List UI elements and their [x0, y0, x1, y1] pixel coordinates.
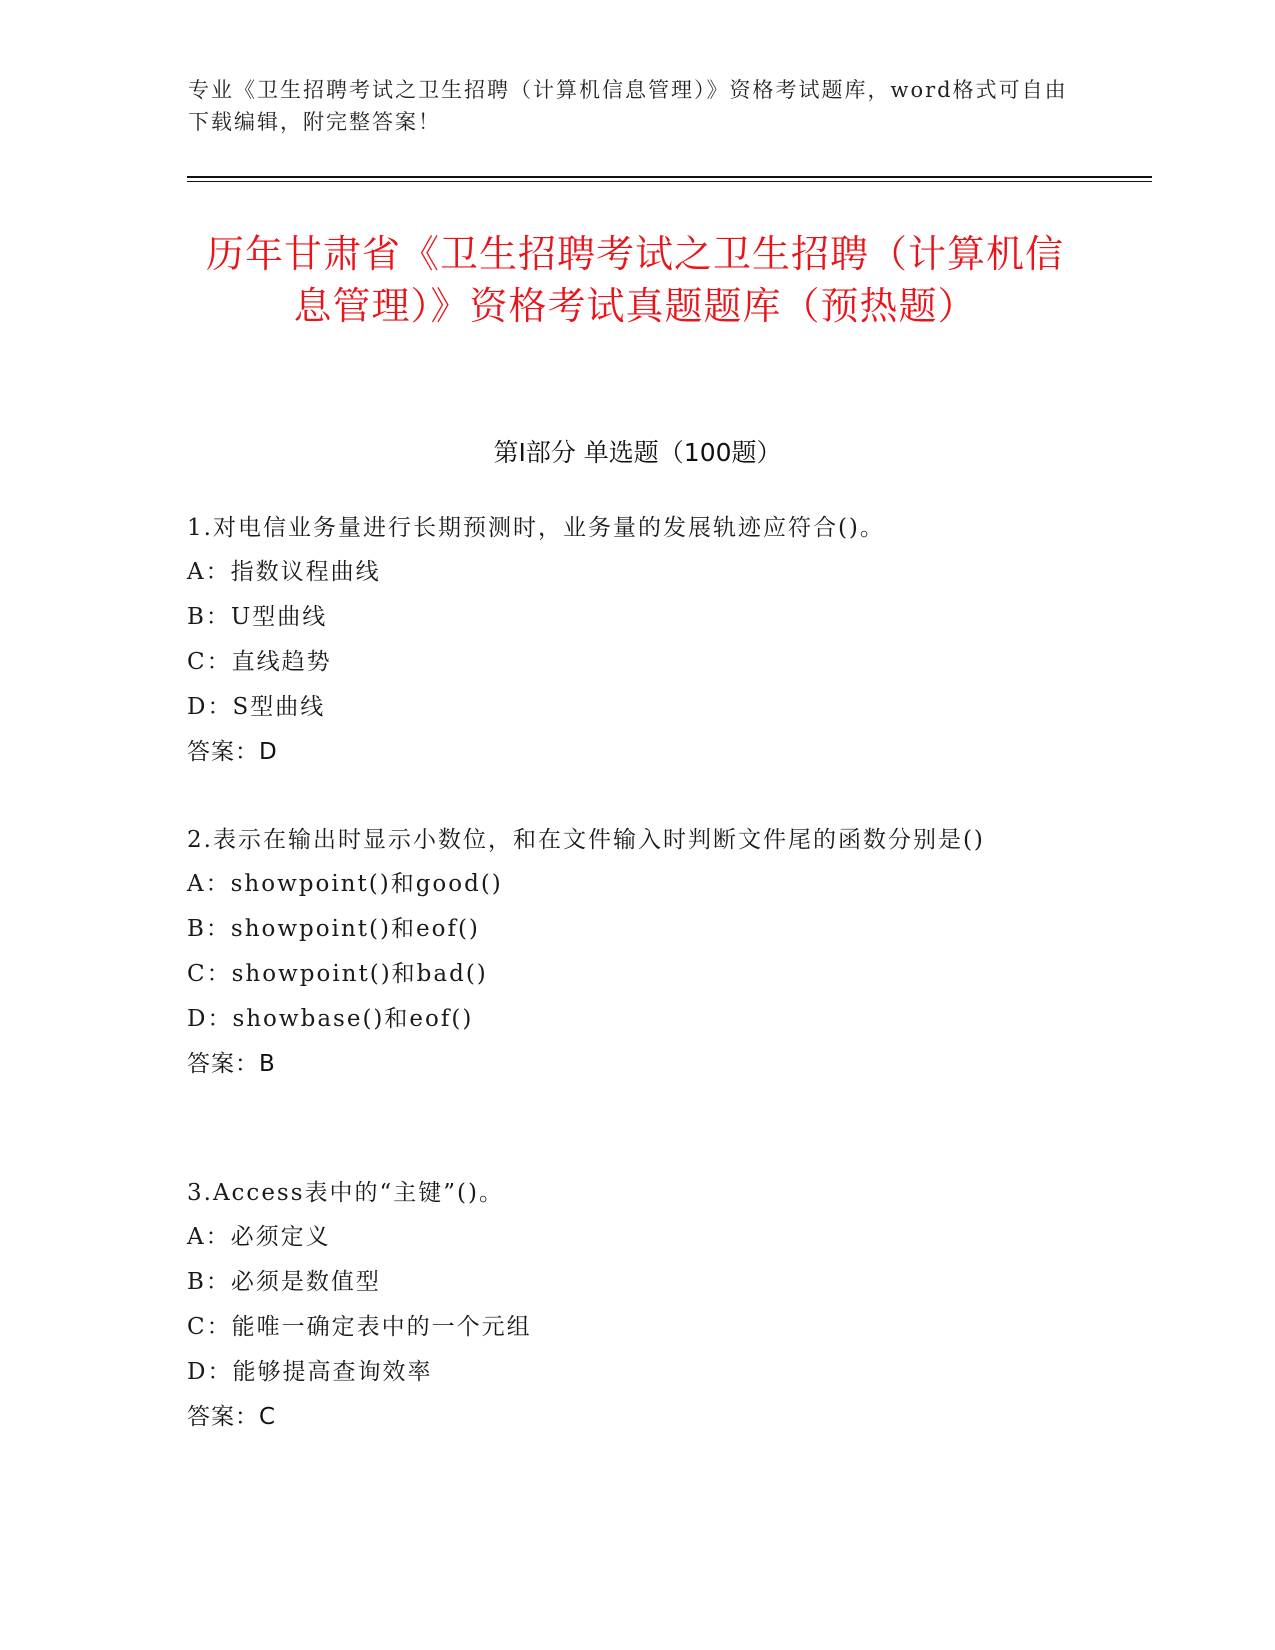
document-title: 历年甘肃省《卫生招聘考试之卫生招聘（计算机信息管理）》资格考试真题题库（预热题） — [205, 232, 1064, 328]
option-b: B：U型曲线 — [187, 604, 328, 630]
question-1 — [187, 506, 1067, 775]
option-d: D：S型曲线 — [187, 694, 326, 720]
option-a: A：必须定义 — [187, 1224, 331, 1250]
question-stem: 1.对电信业务量进行长期预测时，业务量的发展轨迹应符合()。 — [187, 515, 885, 541]
header-note: 专业《卫生招聘考试之卫生招聘（计算机信息管理）》资格考试题库，word格式可自由下载编辑，附完整答案！ — [188, 78, 1068, 134]
option-c: C：能唯一确定表中的一个元组 — [187, 1314, 532, 1340]
option-d: D：能够提高查询效率 — [187, 1359, 433, 1385]
header-divider — [187, 176, 1152, 178]
question-3 — [187, 1171, 1067, 1440]
option-a: A：指数议程曲线 — [187, 559, 381, 585]
answer: 答案：C — [187, 1404, 277, 1430]
question-stem: 3.Access表中的“主键”()。 — [187, 1180, 504, 1206]
header-divider-thin — [187, 181, 1152, 182]
question-stem: 2.表示在输出时显示小数位，和在文件输入时判断文件尾的函数分别是() — [187, 827, 985, 853]
answer: 答案：B — [187, 1051, 276, 1077]
answer: 答案：D — [187, 739, 278, 765]
option-a: A：showpoint()和good() — [187, 871, 503, 897]
question-2 — [187, 818, 1067, 1087]
option-b: B：showpoint()和eof() — [187, 916, 480, 942]
section-heading: 第Ⅰ部分 单选题（100题） — [493, 438, 782, 467]
option-c: C：showpoint()和bad() — [187, 961, 488, 987]
option-c: C：直线趋势 — [187, 649, 332, 675]
option-b: B：必须是数值型 — [187, 1269, 381, 1295]
option-d: D：showbase()和eof() — [187, 1006, 474, 1032]
